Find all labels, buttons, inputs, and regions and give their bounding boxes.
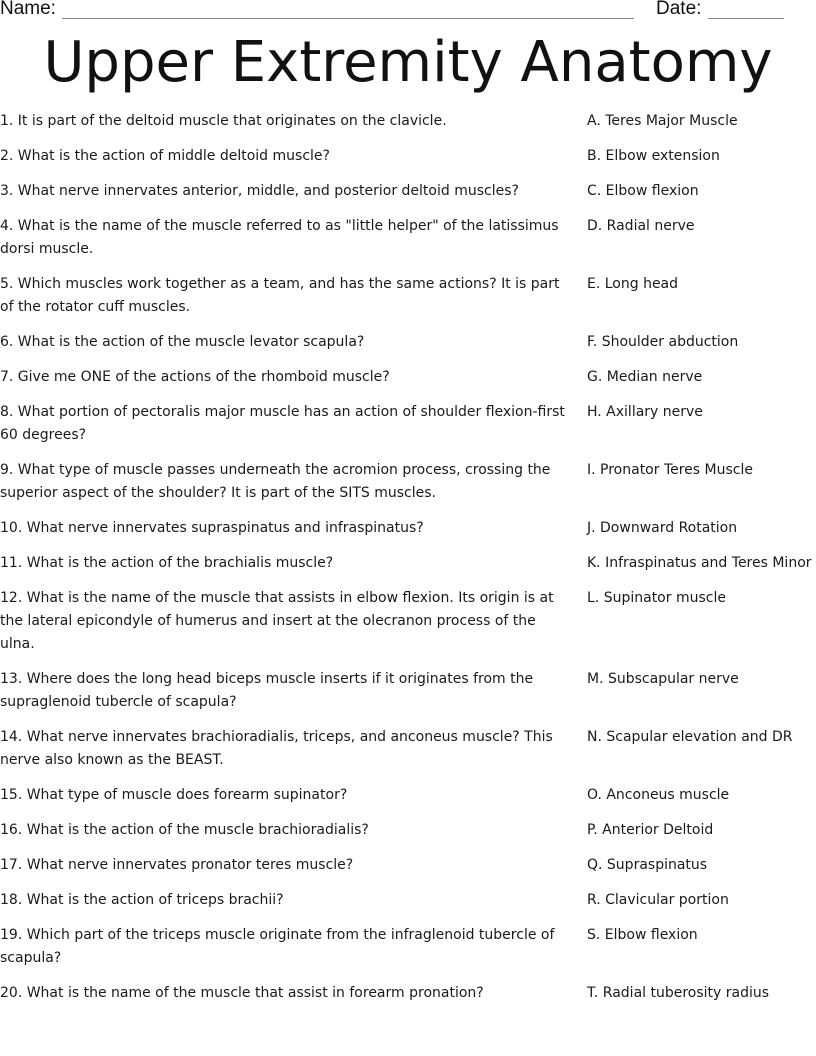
answer-option: J. Downward Rotation <box>587 520 738 536</box>
question-text: 12. What is the name of the muscle that assists in elbow flexion. Its origin is at the lateral epicondyle of humerus and insert at the olecranon process of the ulna. <box>0 590 554 652</box>
question-row <box>0 784 816 807</box>
question-text: 1. It is part of the deltoid muscle that originates on the clavicle. <box>0 113 447 129</box>
question-text: 10. What nerve innervates supraspinatus and infraspinatus? <box>0 520 424 536</box>
question-text: 7. Give me ONE of the actions of the rhomboid muscle? <box>0 369 390 385</box>
question-text: 5. Which muscles work together as a team, and has the same actions? It is part of the rotator cuff muscles. <box>0 276 560 315</box>
question-row <box>0 924 816 970</box>
question-text: 9. What type of muscle passes underneath the acromion process, crossing the superior aspect of the shoulder? It is part of the SITS muscles. <box>0 462 551 501</box>
answer-option: Q. Supraspinatus <box>587 857 708 873</box>
question-row <box>0 854 816 877</box>
question-text: 20. What is the name of the muscle that assist in forearm pronation? <box>0 985 484 1001</box>
question-row <box>0 552 816 575</box>
answer-option: L. Supinator muscle <box>587 590 726 606</box>
answer-option: T. Radial tuberosity radius <box>587 985 770 1001</box>
question-row <box>0 982 816 1005</box>
question-text: 16. What is the action of the muscle brachioradialis? <box>0 822 369 838</box>
question-row <box>0 459 816 505</box>
question-text: 6. What is the action of the muscle levator scapula? <box>0 334 365 350</box>
question-text: 4. What is the name of the muscle referred to as "little helper" of the latissimus dorsi muscle. <box>0 218 559 257</box>
question-row <box>0 110 816 133</box>
answer-option: C. Elbow flexion <box>587 183 699 199</box>
answer-option: D. Radial nerve <box>587 218 695 234</box>
question-text: 8. What portion of pectoralis major muscle has an action of shoulder flexion-first 60 degrees? <box>0 404 565 443</box>
question-row <box>0 273 816 319</box>
question-text: 17. What nerve innervates pronator teres muscle? <box>0 857 354 873</box>
question-row <box>0 331 816 354</box>
answer-option: E. Long head <box>587 276 679 292</box>
answer-option: P. Anterior Deltoid <box>587 822 714 838</box>
question-row <box>0 587 816 656</box>
question-row <box>0 819 816 842</box>
answer-option: G. Median nerve <box>587 369 703 385</box>
answer-option: O. Anconeus muscle <box>587 787 730 803</box>
question-row <box>0 180 816 203</box>
question-list <box>0 110 816 1017</box>
answer-option: R. Clavicular portion <box>587 892 729 908</box>
page-title: Upper Extremity Anatomy <box>43 30 773 95</box>
question-text: 3. What nerve innervates anterior, middle, and posterior deltoid muscles? <box>0 183 519 199</box>
question-text: 14. What nerve innervates brachioradialis, triceps, and anconeus muscle? This nerve also known as the BEAST. <box>0 729 553 768</box>
worksheet-header <box>0 0 816 28</box>
question-row <box>0 668 816 714</box>
answer-option: S. Elbow flexion <box>587 927 698 943</box>
name-field[interactable] <box>62 18 634 19</box>
answer-option: N. Scapular elevation and DR <box>587 729 793 745</box>
question-row <box>0 401 816 447</box>
question-row <box>0 517 816 540</box>
answer-option: M. Subscapular nerve <box>587 671 739 687</box>
date-label: Date: <box>656 0 702 19</box>
name-label: Name: <box>0 0 56 19</box>
answer-option: H. Axillary nerve <box>587 404 703 420</box>
question-text: 18. What is the action of triceps brachii? <box>0 892 284 908</box>
date-field[interactable] <box>708 18 784 19</box>
question-text: 13. Where does the long head biceps muscle inserts if it originates from the supraglenoid tubercle of scapula? <box>0 671 534 710</box>
answer-option: F. Shoulder abduction <box>587 334 739 350</box>
question-row <box>0 889 816 912</box>
answer-option: I. Pronator Teres Muscle <box>587 462 753 478</box>
question-row <box>0 366 816 389</box>
question-text: 11. What is the action of the brachialis muscle? <box>0 555 334 571</box>
question-text: 15. What type of muscle does forearm supinator? <box>0 787 348 803</box>
answer-option: K. Infraspinatus and Teres Minor <box>587 555 812 571</box>
question-row <box>0 215 816 261</box>
answer-option: A. Teres Major Muscle <box>587 113 738 129</box>
question-row <box>0 145 816 168</box>
question-text: 19. Which part of the triceps muscle originate from the infraglenoid tubercle of scapula? <box>0 927 555 966</box>
answer-option: B. Elbow extension <box>587 148 720 164</box>
question-row <box>0 726 816 772</box>
question-text: 2. What is the action of middle deltoid muscle? <box>0 148 330 164</box>
